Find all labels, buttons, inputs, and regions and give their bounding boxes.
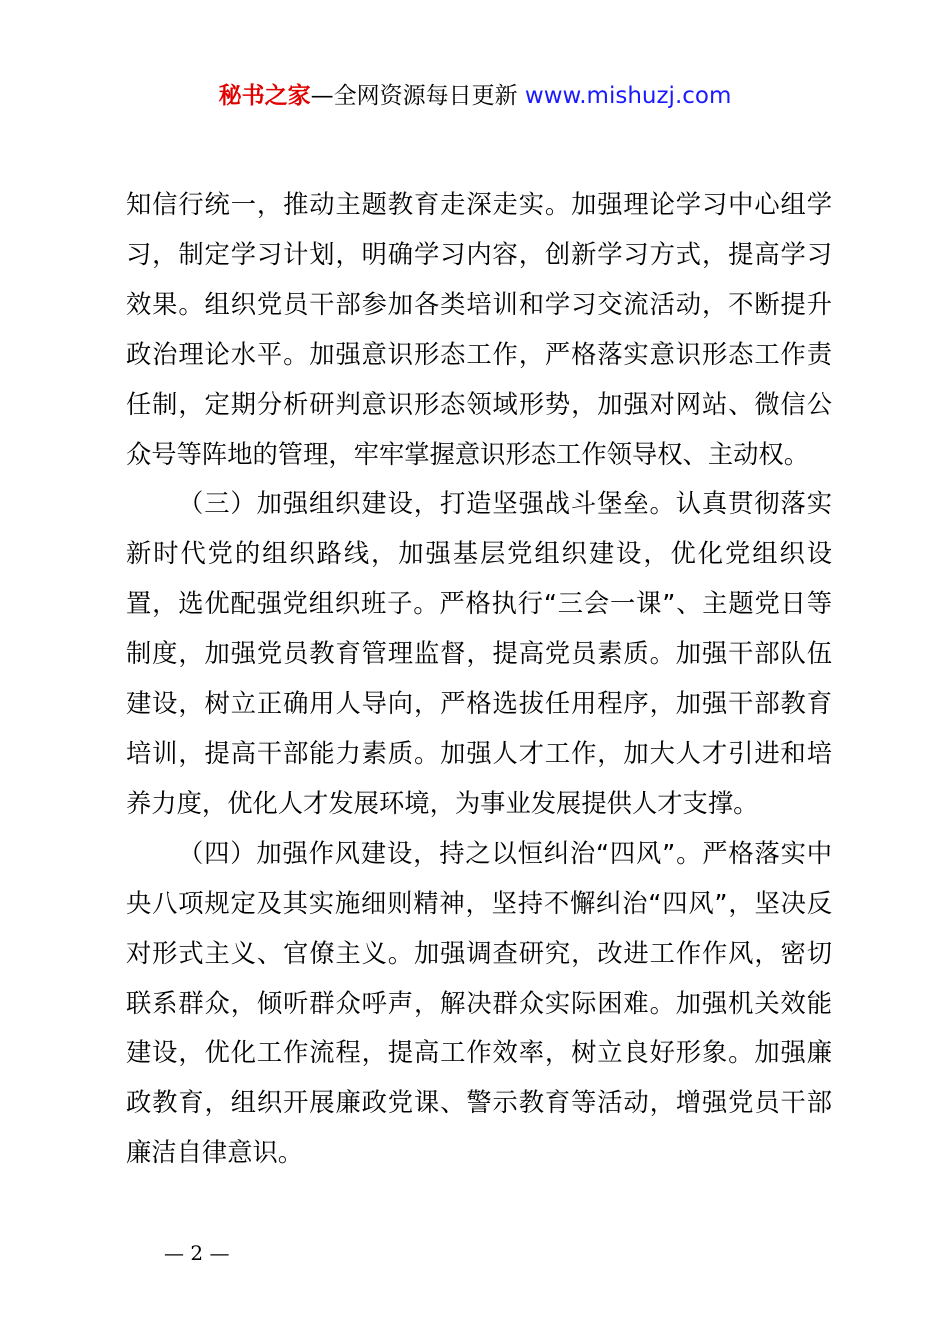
paragraph-organization-building: （三）加强组织建设，打造坚强战斗堡垒。认真贯彻落实新时代党的组织路线，加强基层党组织建设，优化党组织设置，选优配强党组织班子。严格执行“三会一课”、主题党日等制度，加强党员教育管理监督，提高党员素质。加强干部队伍建设，树立正确用人导向，严格选拔任用程序，加强干部教育培训，提高干部能力素质。加强人才工作，加大人才引进和培养力度，优化人才发展环境，为事业发展提供人才支撑。 xyxy=(126,489,832,818)
site-tagline: —全网资源每日更新 xyxy=(310,83,518,109)
page-number: — 2 — xyxy=(164,1241,230,1265)
paragraph-work-style-building: （四）加强作风建设，持之以恒纠治“四风”。严格落实中央八项规定及其实施细则精神，坚持不懈纠治“四风”，坚决反对形式主义、官僚主义。加强调查研究，改进工作作风，密切联系群众，倾听群众呼声，解决群众实际困难。加强机关效能建设，优化工作流程，提高工作效率，树立良好形象。加强廉政教育，组织开展廉政党课、警示教育等活动，增强党员干部廉洁自律意识。 xyxy=(126,838,832,1168)
paragraph-continued: 知信行统一，推动主题教育走深走实。加强理论学习中心组学习，制定学习计划，明确学习内容，创新学习方式，提高学习效果。组织党员干部参加各类培训和学习交流活动，不断提升政治理论水平。加强意识形态工作，严格落实意识形态工作责任制，定期分析研判意识形态领域形势，加强对网站、微信公众号等阵地的管理，牢牢掌握意识形态工作领导权、主动权。 xyxy=(126,190,832,469)
site-brand: 秘书之家 xyxy=(218,83,311,109)
document-body xyxy=(126,180,832,1178)
site-url-link[interactable]: www.mishuzj.com xyxy=(524,83,732,109)
site-banner xyxy=(0,78,950,114)
